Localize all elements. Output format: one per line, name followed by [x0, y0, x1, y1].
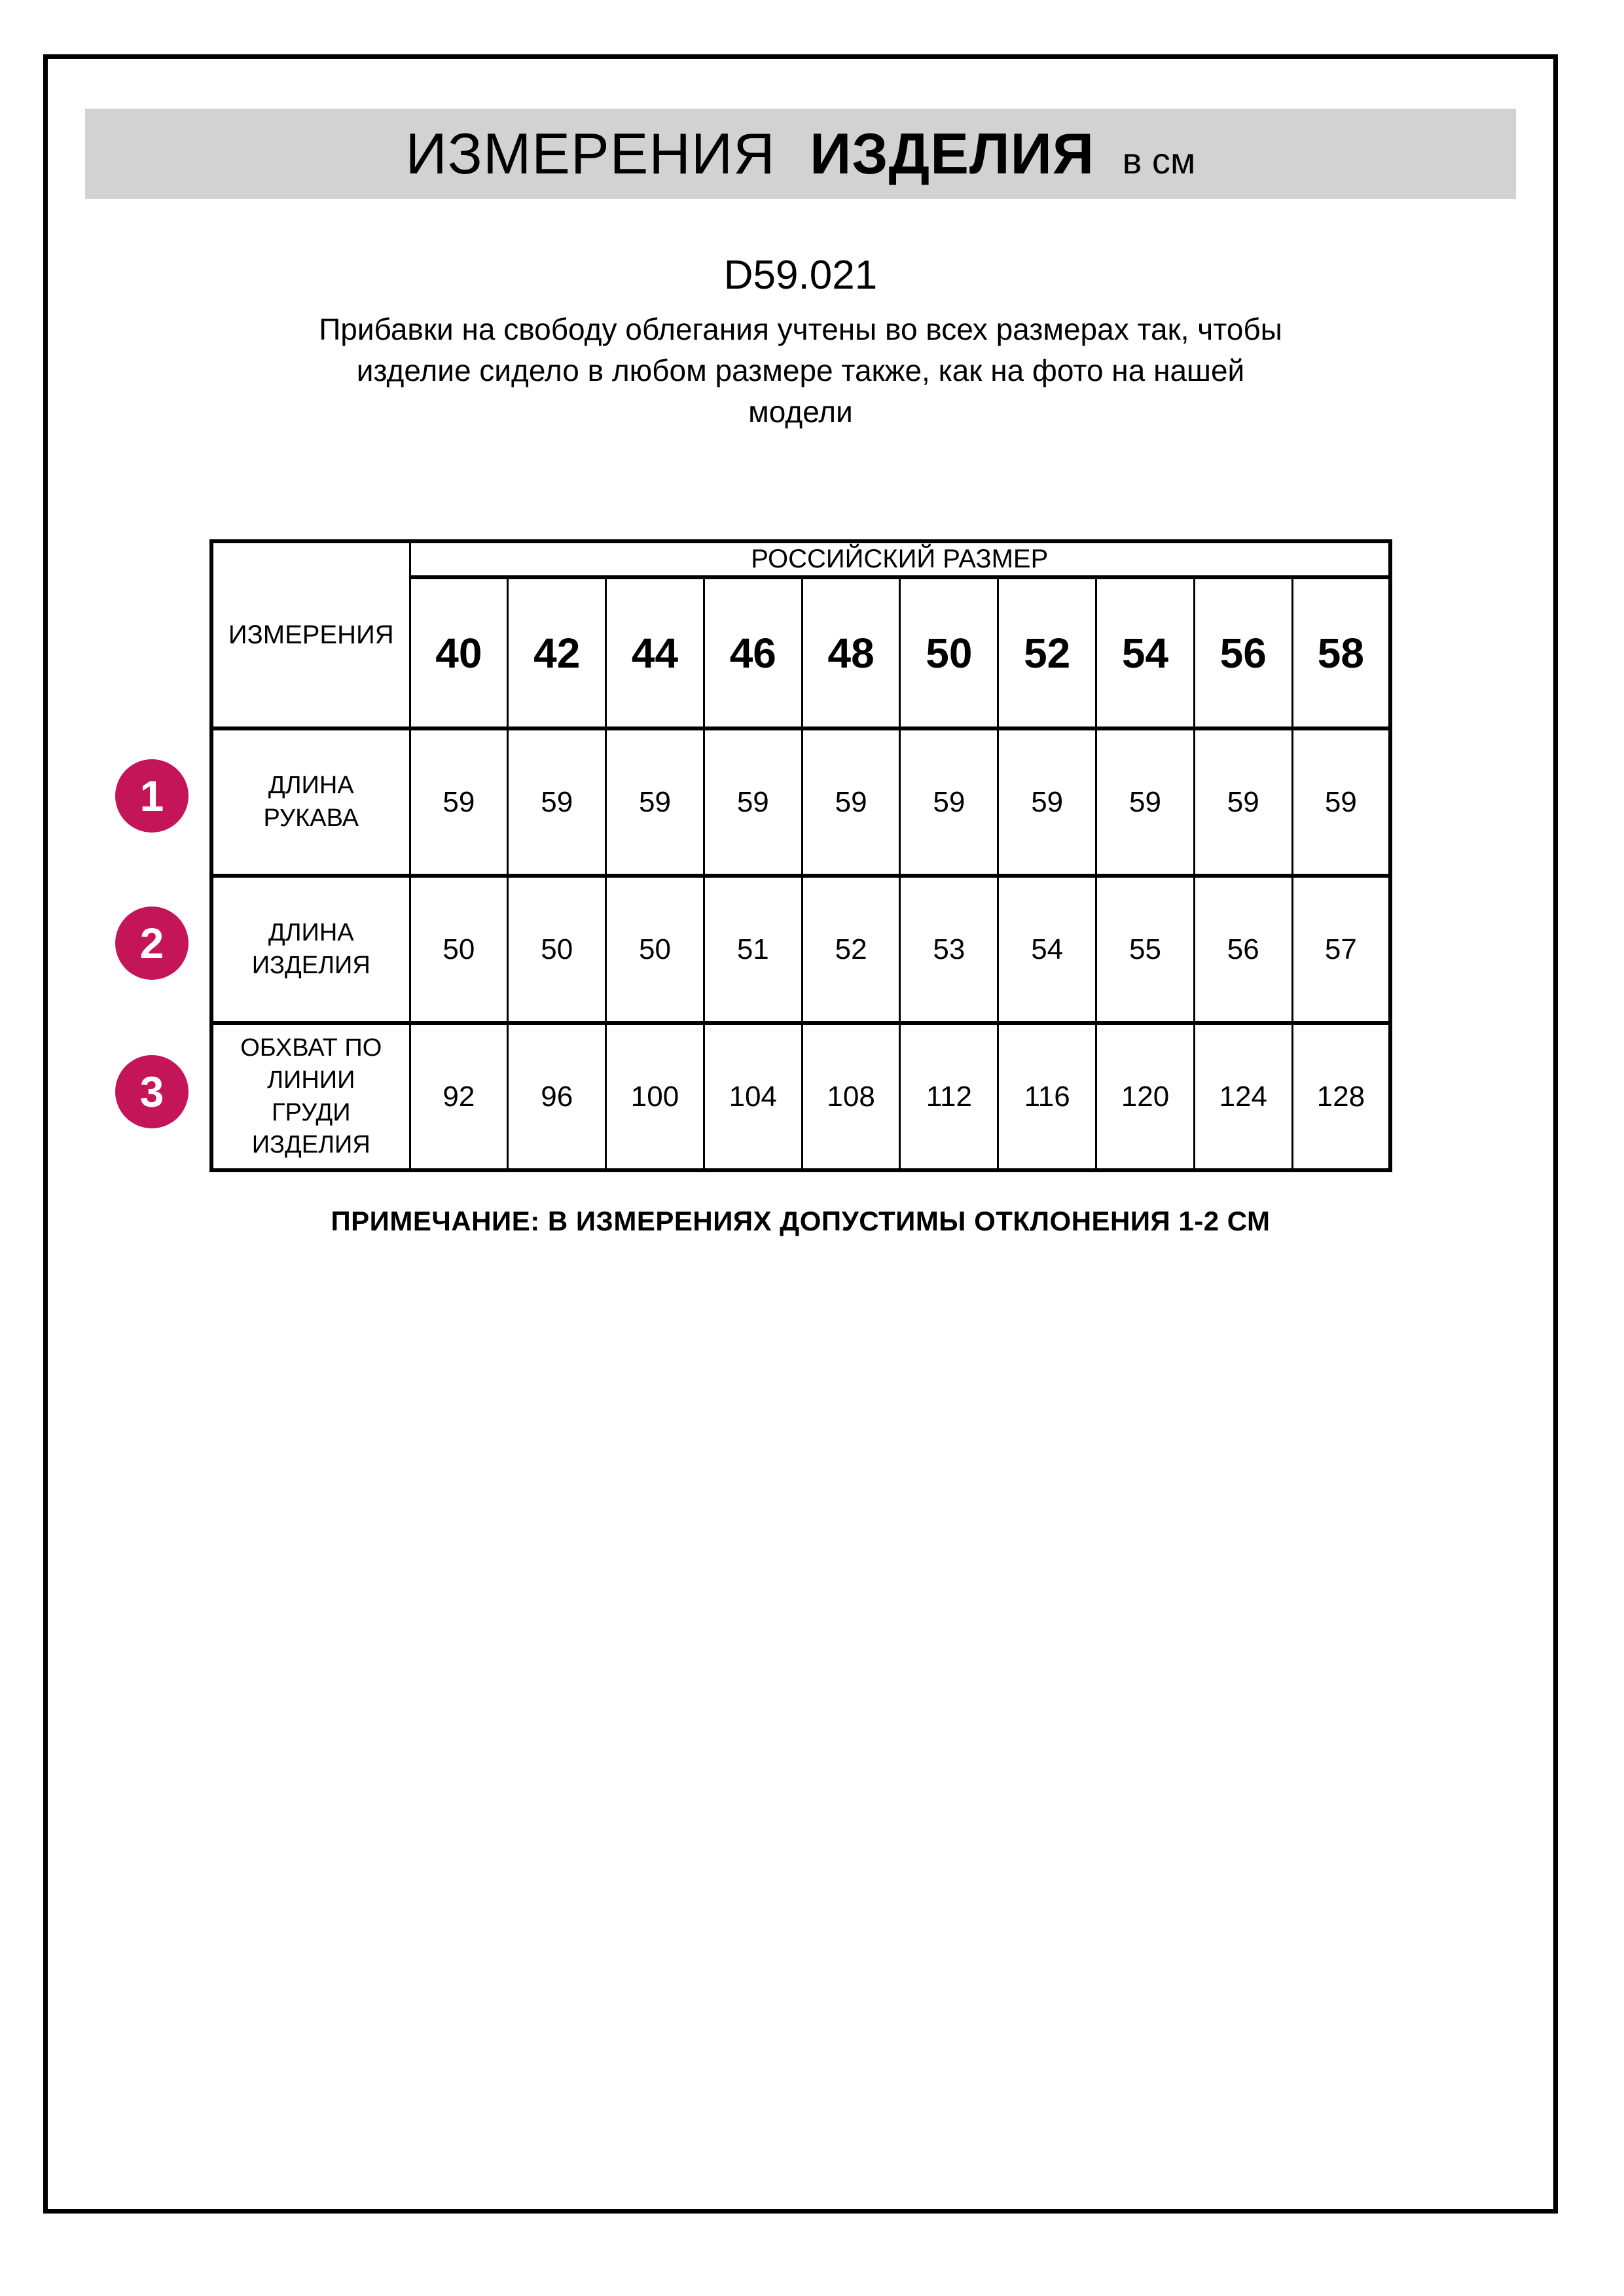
measurement-value: 50 — [410, 876, 508, 1023]
measurement-value: 53 — [900, 876, 998, 1023]
intro-line: Прибавки на свободу облегания учтены во всех размерах так, чтобы — [319, 312, 1282, 346]
size-group-row — [211, 541, 1390, 577]
measurement-value: 124 — [1194, 1023, 1292, 1170]
measurement-value: 51 — [704, 876, 802, 1023]
model-code: D59.021 — [723, 253, 878, 298]
title-word-product: ИЗДЕЛИЯ — [810, 121, 1095, 186]
intro-line: модели — [748, 395, 853, 429]
measurement-value: 50 — [508, 876, 606, 1023]
measurement-label: ОБХВАТ ПО ЛИНИИ ГРУДИ ИЗДЕЛИЯ — [211, 1023, 410, 1170]
measurement-value: 120 — [1096, 1023, 1195, 1170]
measurement-value: 59 — [508, 728, 606, 876]
size-header-cell: 50 — [900, 577, 998, 728]
title-unit: в см — [1122, 140, 1196, 181]
measurement-value: 59 — [900, 728, 998, 876]
size-header-cell: 54 — [1096, 577, 1195, 728]
size-header-cell: 40 — [410, 577, 508, 728]
measurement-value: 92 — [410, 1023, 508, 1170]
measurement-row — [211, 728, 1390, 876]
size-header-cell: 52 — [998, 577, 1096, 728]
measurement-value: 116 — [998, 1023, 1096, 1170]
tolerance-note: ПРИМЕЧАНИЕ: В ИЗМЕРЕНИЯХ ДОПУСТИМЫ ОТКЛОНЕНИЯ 1-2 СМ — [331, 1206, 1271, 1236]
title-band — [85, 109, 1516, 199]
row-number-badge: 1 — [115, 759, 189, 833]
measurement-value: 59 — [704, 728, 802, 876]
size-header-cell: 42 — [508, 577, 606, 728]
measurement-value: 59 — [410, 728, 508, 876]
measurement-row — [211, 1023, 1390, 1170]
size-header-cell: 44 — [606, 577, 704, 728]
measurement-value: 57 — [1292, 876, 1390, 1023]
size-header-cell: 58 — [1292, 577, 1390, 728]
size-header-cell: 48 — [802, 577, 900, 728]
measurement-row — [211, 876, 1390, 1023]
size-header-cell: 46 — [704, 577, 802, 728]
measurement-value: 52 — [802, 876, 900, 1023]
measurement-value: 59 — [802, 728, 900, 876]
title-word-measurements: ИЗМЕРЕНИЯ — [405, 121, 776, 186]
measurement-value: 59 — [1292, 728, 1390, 876]
measurement-value: 108 — [802, 1023, 900, 1170]
measurement-value: 59 — [1096, 728, 1195, 876]
measurement-value: 59 — [1194, 728, 1292, 876]
table-corner-label: ИЗМЕРЕНИЯ — [211, 541, 410, 728]
measurement-label: ДЛИНА РУКАВА — [211, 728, 410, 876]
measurement-label: ДЛИНА ИЗДЕЛИЯ — [211, 876, 410, 1023]
intro-paragraph — [48, 309, 1553, 433]
measurement-value: 55 — [1096, 876, 1195, 1023]
measurement-value: 56 — [1194, 876, 1292, 1023]
measurement-value: 96 — [508, 1023, 606, 1170]
row-number-badge: 3 — [115, 1055, 189, 1128]
row-number-badge: 2 — [115, 906, 189, 980]
measurement-value: 50 — [606, 876, 704, 1023]
size-group-header: РОССИЙСКИЙ РАЗМЕР — [410, 541, 1390, 577]
page-frame — [43, 54, 1558, 2214]
measurement-value: 100 — [606, 1023, 704, 1170]
measurement-value: 104 — [704, 1023, 802, 1170]
measurement-value: 59 — [606, 728, 704, 876]
measurement-value: 59 — [998, 728, 1096, 876]
size-header-cell: 56 — [1194, 577, 1292, 728]
size-table — [209, 539, 1392, 1172]
measurement-value: 112 — [900, 1023, 998, 1170]
measurement-value: 128 — [1292, 1023, 1390, 1170]
measurement-value: 54 — [998, 876, 1096, 1023]
intro-line: изделие сидело в любом размере также, как на фото на нашей — [356, 353, 1245, 387]
